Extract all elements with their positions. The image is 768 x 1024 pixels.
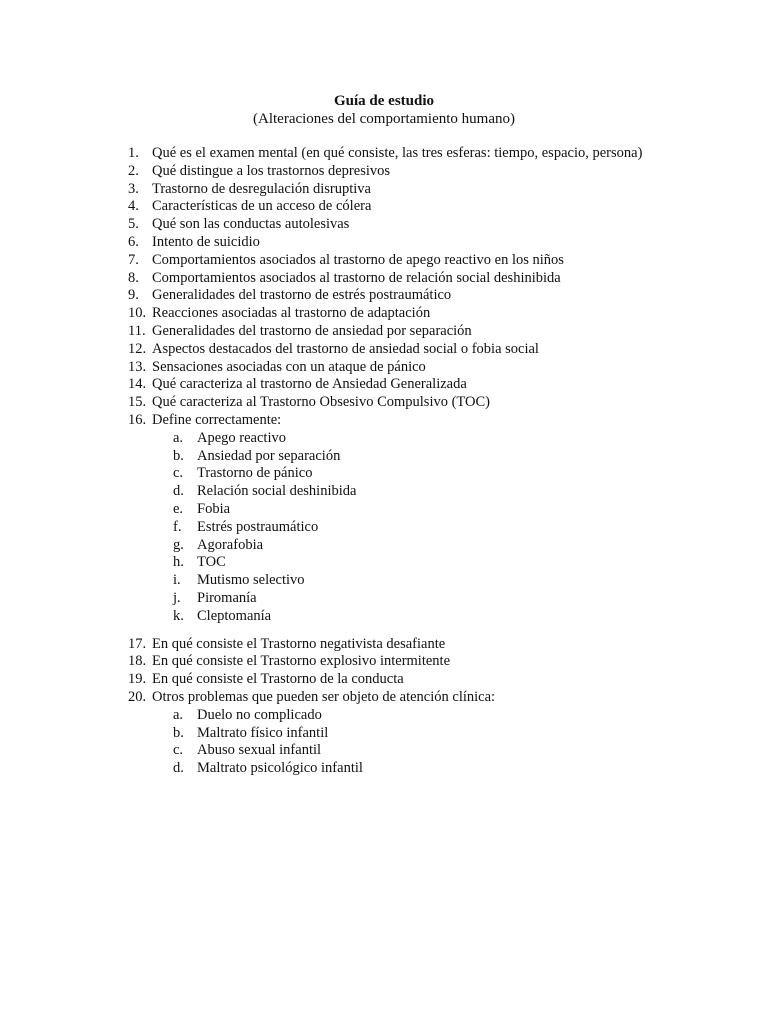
list-item-text: Comportamientos asociados al trastorno de apego reactivo en los niños bbox=[152, 251, 564, 268]
list-item bbox=[0, 323, 768, 341]
sub-list-item-text: Piromanía bbox=[197, 589, 257, 606]
list-item-number: 1. bbox=[128, 145, 139, 161]
list-item-text: Aspectos destacados del trastorno de ansiedad social o fobia social bbox=[152, 340, 539, 357]
list-item bbox=[0, 412, 768, 430]
sub-list-item-text: Apego reactivo bbox=[197, 429, 286, 446]
list-item-number: 9. bbox=[128, 287, 139, 304]
list-item bbox=[0, 181, 768, 199]
list-item-text: Define correctamente: bbox=[152, 411, 282, 428]
sub-list-item bbox=[0, 501, 768, 519]
list-item-number: 14. bbox=[128, 376, 147, 393]
list-item-text: Qué distingue a los trastornos depresivos bbox=[152, 162, 391, 179]
sub-list-item-text: Cleptomanía bbox=[197, 607, 272, 624]
list-item bbox=[0, 636, 768, 654]
list-item-text: Generalidades del trastorno de estrés postraumático bbox=[152, 287, 452, 304]
sub-list-item-number: d. bbox=[173, 483, 184, 500]
sub-list-item-text: Duelo no complicado bbox=[197, 706, 322, 723]
list-item-text: Sensaciones asociadas con un ataque de pánico bbox=[152, 358, 426, 375]
sub-list-item bbox=[0, 572, 768, 590]
sub-list-item-text: TOC bbox=[197, 554, 226, 571]
list-item-number: 20. bbox=[128, 688, 147, 705]
sub-list-item-number: e. bbox=[173, 500, 184, 517]
list-item bbox=[0, 287, 768, 305]
sub-list-item-number: c. bbox=[173, 465, 184, 482]
list-item bbox=[0, 216, 768, 234]
list-item-number: 13. bbox=[128, 358, 147, 375]
list-item-number: 5. bbox=[128, 216, 139, 233]
list-item bbox=[0, 198, 768, 216]
document-subtitle: (Alteraciones del comportamiento humano) bbox=[253, 111, 515, 127]
sub-list-item-text: Relación social deshinibida bbox=[197, 483, 357, 500]
list-item-number: 12. bbox=[128, 340, 147, 357]
list-item bbox=[0, 359, 768, 377]
list-item bbox=[0, 252, 768, 270]
list-item-number: 19. bbox=[128, 671, 147, 688]
list-item bbox=[0, 234, 768, 252]
sub-list-item bbox=[0, 725, 768, 743]
sub-list-item-number: j. bbox=[173, 589, 181, 606]
list-item-number: 6. bbox=[128, 233, 139, 250]
list-item-text: En qué consiste el Trastorno explosivo intermitente bbox=[152, 653, 451, 670]
list-item-text: Intento de suicidio bbox=[152, 233, 260, 250]
sub-list-item-number: b. bbox=[173, 447, 184, 464]
list-item-number: 3. bbox=[128, 180, 139, 197]
list-item-number: 17. bbox=[128, 635, 147, 652]
question-list bbox=[0, 145, 768, 778]
list-item bbox=[0, 163, 768, 181]
list-item-text: Trastorno de desregulación disruptiva bbox=[152, 180, 371, 197]
sub-list-item bbox=[0, 608, 768, 626]
sub-list-item-number: a. bbox=[173, 429, 184, 446]
list-item-text: Qué caracteriza al trastorno de Ansiedad Generalizada bbox=[152, 376, 467, 393]
list-item bbox=[0, 689, 768, 707]
list-item-number: 15. bbox=[128, 394, 147, 411]
list-item-text: Qué caracteriza al Trastorno Obsesivo Compulsivo (TOC) bbox=[152, 394, 491, 411]
list-item bbox=[0, 376, 768, 394]
sub-list-item bbox=[0, 742, 768, 760]
sub-list-item-number: g. bbox=[173, 536, 184, 553]
sub-list-item-number: h. bbox=[173, 554, 184, 571]
sub-list-item bbox=[0, 483, 768, 501]
sub-list-item-number: d. bbox=[173, 760, 184, 777]
list-item-text: Qué es el examen mental (en qué consiste, las tres esferas: tiempo, espacio, persona) bbox=[152, 145, 643, 161]
sub-list-item-number: a. bbox=[173, 706, 184, 723]
list-item bbox=[0, 671, 768, 689]
sub-list-item bbox=[0, 760, 768, 778]
list-item-number: 7. bbox=[128, 251, 139, 268]
list-item bbox=[0, 145, 768, 163]
sub-list-item-text: Fobia bbox=[197, 500, 231, 517]
list-item-text: Generalidades del trastorno de ansiedad por separación bbox=[152, 322, 472, 339]
list-item-text: Otros problemas que pueden ser objeto de atención clínica: bbox=[152, 688, 496, 705]
sub-list-item-number: f. bbox=[173, 518, 182, 535]
list-item bbox=[0, 305, 768, 323]
sub-list-item bbox=[0, 430, 768, 448]
sub-list-item-text: Agorafobia bbox=[197, 536, 264, 553]
list-item-number: 16. bbox=[128, 411, 147, 428]
sub-list-item-text: Maltrato físico infantil bbox=[197, 724, 329, 741]
list-item-text: En qué consiste el Trastorno de la conducta bbox=[152, 671, 404, 688]
sub-list-item-number: b. bbox=[173, 724, 184, 741]
list-item-text: Reacciones asociadas al trastorno de adaptación bbox=[152, 305, 431, 322]
list-item-text: Comportamientos asociados al trastorno de relación social deshinibida bbox=[152, 269, 561, 286]
sub-list-item-text: Maltrato psicológico infantil bbox=[197, 760, 363, 777]
sub-list-item bbox=[0, 590, 768, 608]
list-item-number: 4. bbox=[128, 198, 139, 215]
sub-list-item-number: i. bbox=[173, 572, 181, 589]
list-item bbox=[0, 270, 768, 288]
sub-list-item bbox=[0, 465, 768, 483]
list-item-number: 8. bbox=[128, 269, 139, 286]
sub-list-item-text: Trastorno de pánico bbox=[197, 465, 313, 482]
document-title: Guía de estudio bbox=[333, 93, 435, 109]
sub-list-item bbox=[0, 554, 768, 572]
list-item bbox=[0, 653, 768, 671]
sub-list-item-text: Abuso sexual infantil bbox=[197, 742, 322, 759]
list-item-number: 18. bbox=[128, 653, 147, 670]
list-item-number: 2. bbox=[128, 162, 139, 179]
sub-list-item bbox=[0, 537, 768, 555]
list-item-number: 11. bbox=[128, 322, 146, 339]
sub-list-item-text: Estrés postraumático bbox=[197, 518, 319, 535]
list-item-text: Características de un acceso de cólera bbox=[152, 198, 372, 215]
list-item-text: En qué consiste el Trastorno negativista desafiante bbox=[152, 635, 446, 652]
sub-list-item bbox=[0, 448, 768, 466]
list-item bbox=[0, 394, 768, 412]
list-spacer bbox=[0, 626, 768, 636]
list-item bbox=[0, 341, 768, 359]
list-item-text: Qué son las conductas autolesivas bbox=[152, 216, 350, 233]
sub-list-item bbox=[0, 519, 768, 537]
sub-list-item bbox=[0, 707, 768, 725]
sub-list-item-text: Ansiedad por separación bbox=[197, 447, 341, 464]
list-item-number: 10. bbox=[128, 305, 147, 322]
sub-list-item-number: c. bbox=[173, 742, 184, 759]
sub-list-item-text: Mutismo selectivo bbox=[197, 572, 305, 589]
sub-list-item-number: k. bbox=[173, 607, 184, 624]
